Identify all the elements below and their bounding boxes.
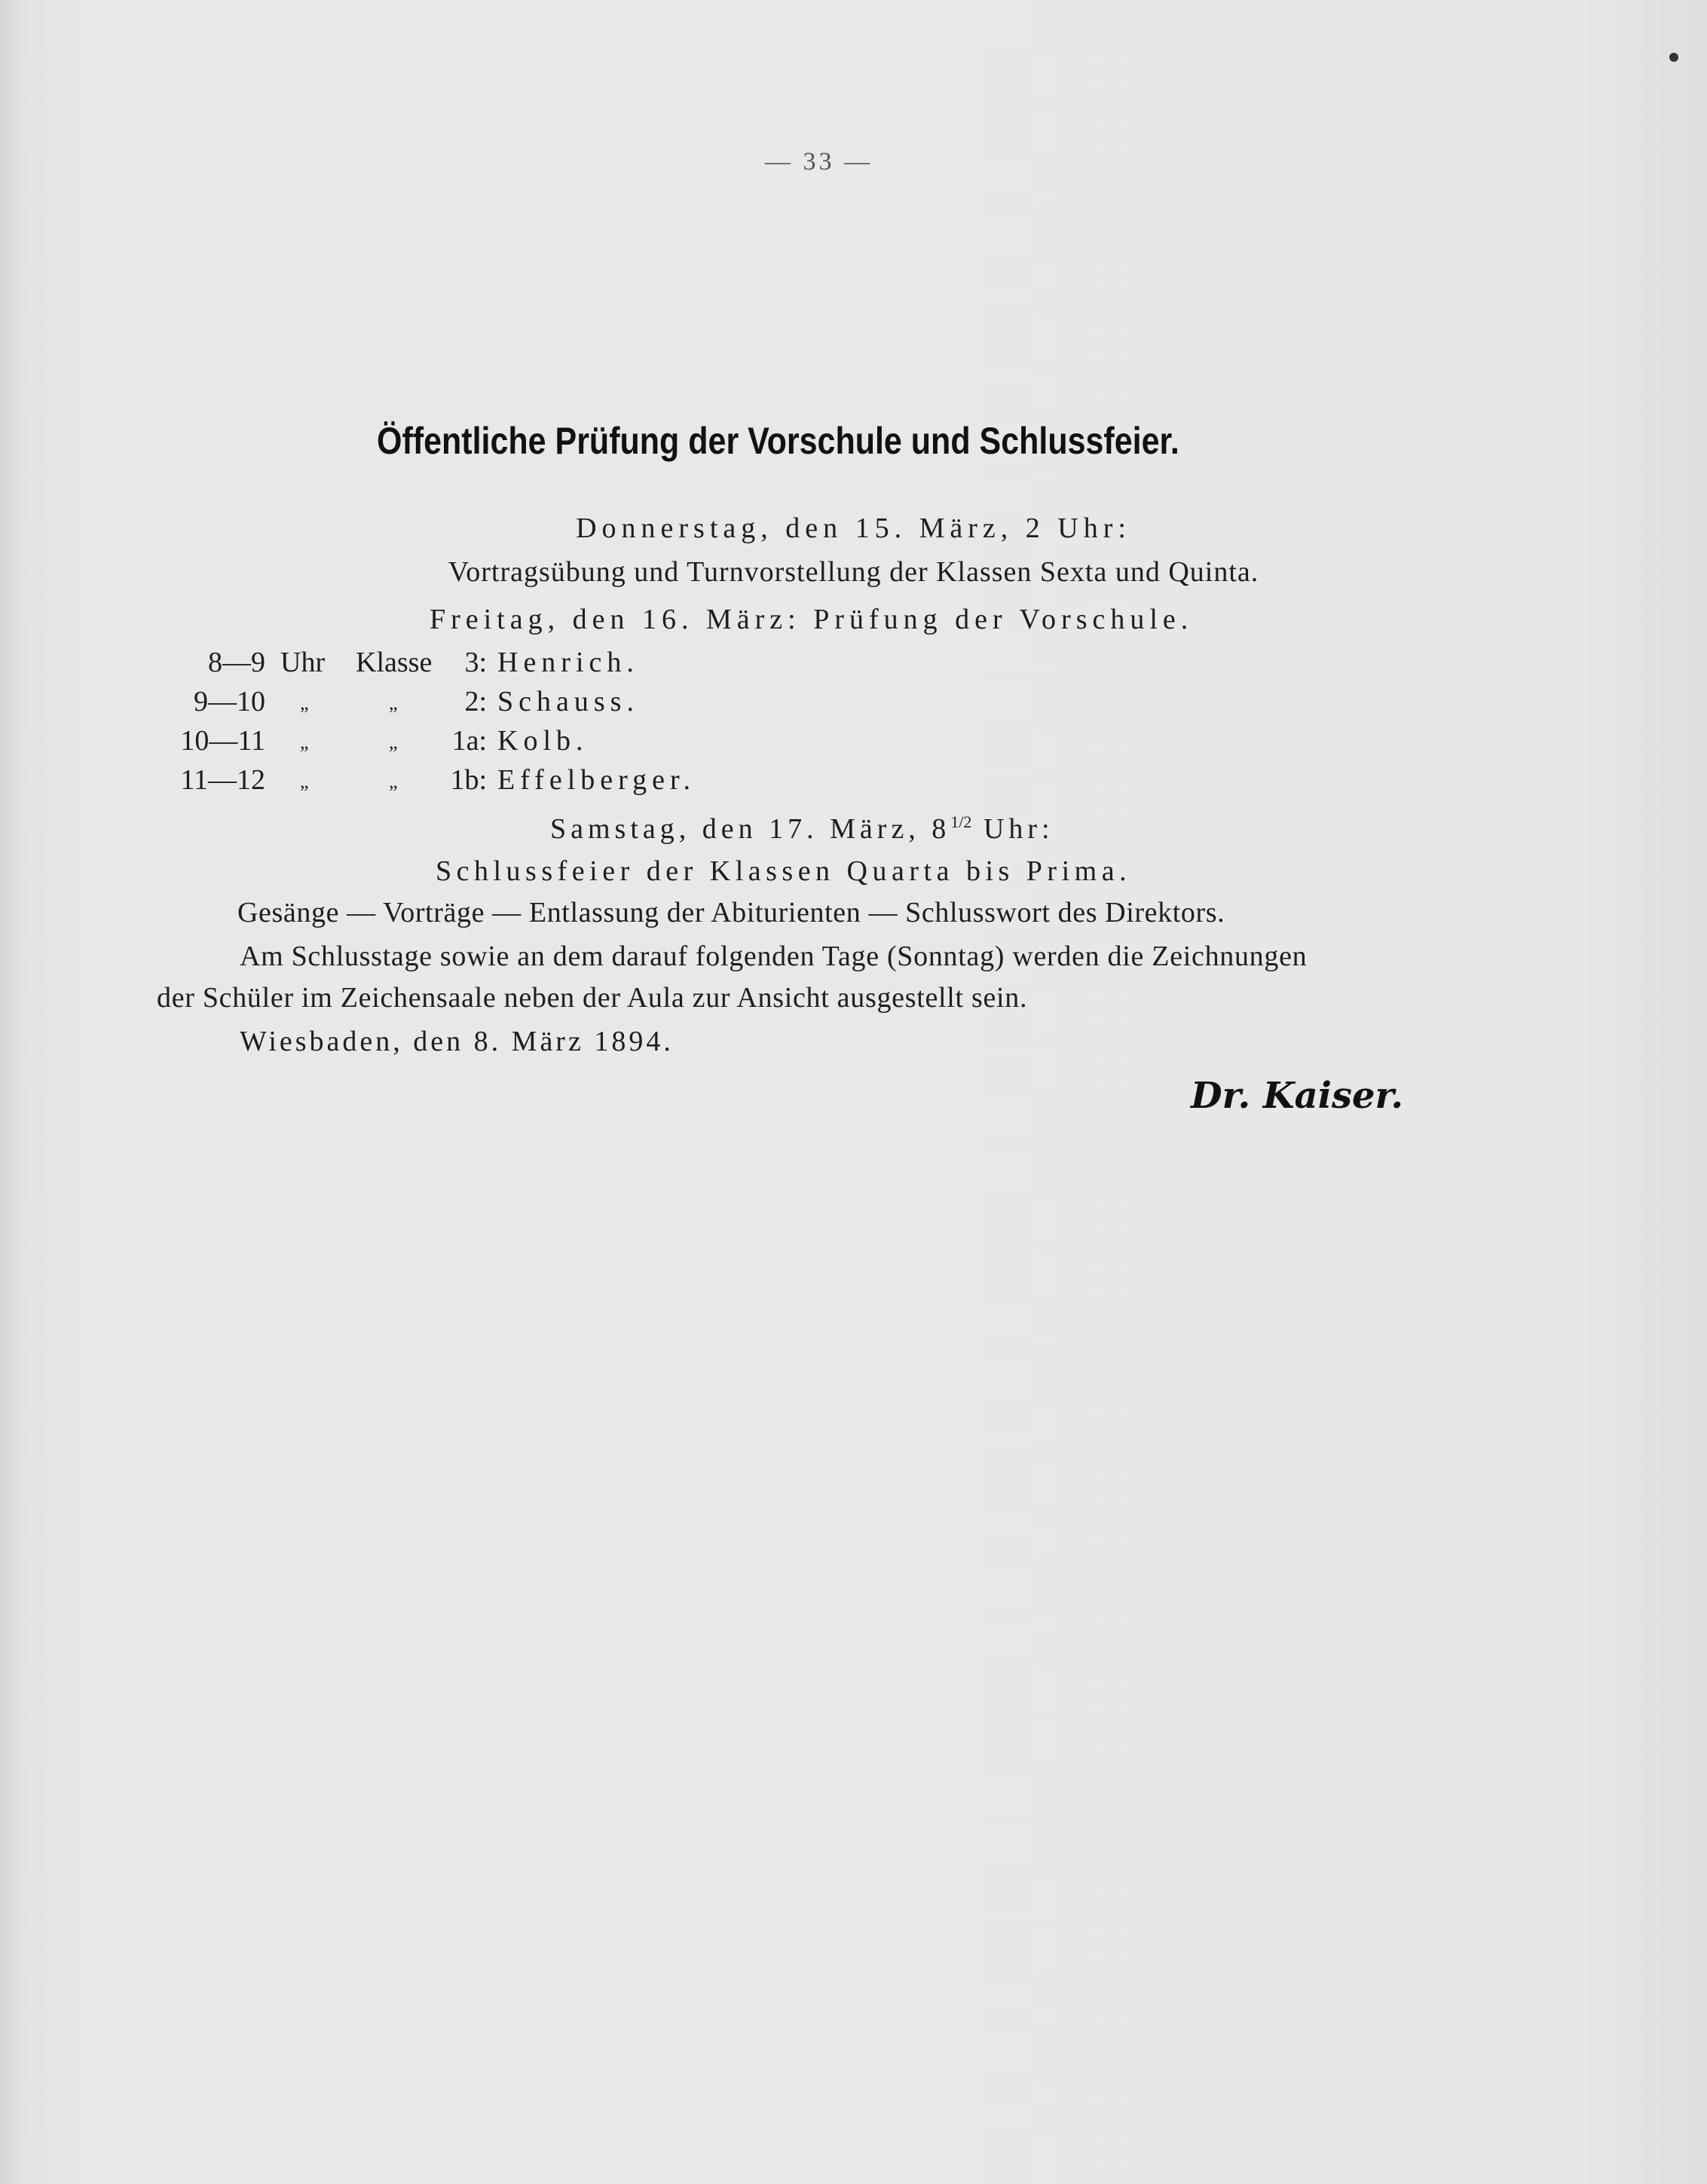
thursday-heading: Donnerstag, den 15. März, 2 Uhr:	[576, 512, 1131, 544]
schedule-teacher: Schauss.	[497, 686, 639, 717]
schedule-teacher: Henrich.	[497, 647, 639, 678]
schedule-class: 2:	[464, 686, 487, 717]
saturday-heading-fraction: 1/2	[950, 812, 972, 831]
signature: Dr. Kaiser.	[1191, 1075, 1404, 1117]
place-date: Wiesbaden, den 8. März 1894.	[240, 1026, 674, 1057]
saturday-heading	[550, 814, 1054, 843]
schedule-class: 1b:	[450, 764, 487, 796]
program-line: Gesänge — Vorträge — Entlassung der Abiturienten — Schlusswort des Direktors.	[237, 897, 1225, 928]
schedule-class: 1a:	[451, 725, 487, 757]
schedule-unit: Uhr	[280, 647, 326, 678]
schedule-klasse: Klasse	[356, 647, 433, 678]
schedule-class: 3:	[464, 647, 487, 678]
schedule-unit: „	[300, 731, 309, 753]
schedule-teacher: Kolb.	[497, 725, 589, 757]
schedule-time: 9—10	[194, 686, 265, 717]
saturday-heading-end: Uhr:	[971, 813, 1054, 845]
schedule-klasse: „	[389, 692, 398, 714]
schedule-klasse: „	[389, 731, 398, 753]
schedule-unit: „	[300, 692, 309, 714]
exhibition-line-1: Am Schlusstage sowie an dem darauf folgenden Tage (Sonntag) werden die Zeichnungen	[240, 941, 1308, 972]
saturday-heading-start: Samstag, den 17. März, 8	[550, 813, 951, 845]
saturday-event: Schlussfeier der Klassen Quarta bis Prima.	[436, 855, 1132, 887]
schedule-teacher: Effelberger.	[497, 764, 696, 796]
friday-heading: Freitag, den 16. März: Prüfung der Vorschule.	[430, 604, 1194, 635]
schedule-unit: „	[300, 770, 309, 792]
page-number: — 33 —	[765, 148, 873, 176]
page-title: Öffentliche Prüfung der Vorschule und Schlussfeier.	[377, 420, 1179, 462]
thursday-event: Vortragsübung und Turnvorstellung der Klassen Sexta und Quinta.	[448, 556, 1259, 588]
schedule-klasse: „	[389, 770, 398, 792]
schedule-time: 8—9	[208, 647, 265, 678]
exhibition-line-2: der Schüler im Zeichensaale neben der Aula zur Ansicht ausgestellt sein.	[157, 982, 1028, 1014]
schedule-time: 10—11	[180, 725, 265, 757]
margin-mark	[1669, 53, 1678, 62]
schedule-time: 11—12	[180, 764, 265, 796]
